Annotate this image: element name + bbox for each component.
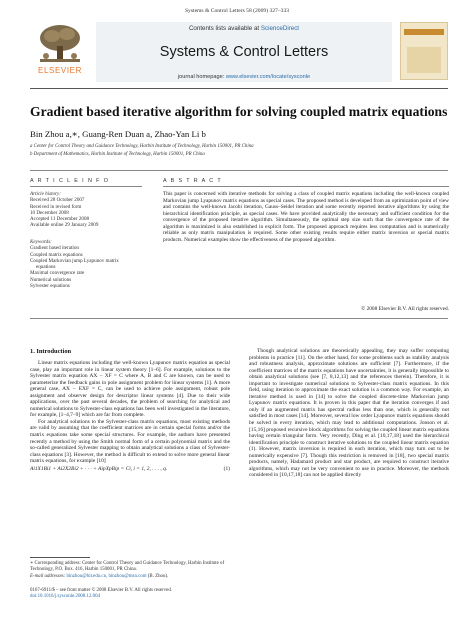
keyword-item: Gradient based iteration [30, 245, 79, 252]
sciencedirect-link[interactable]: ScienceDirect [260, 25, 300, 32]
body-paragraph: Though analytical solutions are theoretically appealing, they may suffer computing problems in practice [11]. On the other hand, for some problems such as stability analysis and robustness analysis, approximate solutions are sufficient [7]. Furthermore, if the coefficient matrices of the matrix equations have uncertainties, it is generally impossible to obtain analytical solutions (see [7, 8,12,13] and the references therein). Therefore, it is important to investigate numerical solutions to Sylvester-class matrix equations. In this field, using iteration to approximate the exact solution is a common way. For example, an iterative method is used in [14] to solve the coupled discrete-time Markovian jump Lyapunov matrix equations. It is proven in this paper that the iteration converges if and only if an augmented matrix has spectral radius less than one, which is generally not satisfied in most cases [14]. Moreover, several low order Lyapunov matrix equations should be solved in every iteration, which may lead to additional computations. Jonson et al. [15,16] proposed recursive block algorithms for solving the coupled linear matrix equations having certain triangular form. Very recently, Ding et al. [10,17,18] used the hierarchical identification principle to construct iterative solutions to the coupled linear matrix equation (1). However, matrix inversion is required in each iteration, which may turn out to be numerically expensive [7]. Though this restriction is removed in [18], two special matrix products, namely, Hadamard product and star product, are required to construct iterative algorithms, which may not be very convenient to use in practice. Moreover, the methods considered in [10,17,18] can not be applied directly [249, 348, 450, 479]
keywords-label: Keywords: [30, 239, 52, 245]
publication-info [30, 588, 230, 600]
abstract-heading: A B S T R A C T [163, 178, 223, 184]
history-item: Available online 29 January 2009 [30, 222, 99, 229]
publisher-logo[interactable] [30, 22, 90, 80]
history-item: Accepted 11 December 2008 [30, 216, 90, 223]
keyword-item: Maximal convergence rate [30, 270, 85, 277]
article-info-heading: A R T I C L E I N F O [30, 178, 110, 184]
elsevier-tree-icon [34, 22, 86, 66]
header-divider [30, 170, 448, 171]
journal-masthead [30, 22, 448, 86]
masthead-banner [96, 22, 392, 82]
cover-band [404, 29, 444, 35]
intro-heading: 1. Introduction [30, 348, 72, 355]
body-paragraph: Linear matrix equations including the well-known Lyapunov matrix equation as special case, play an important role in linear system theory [1–6]. For example, solutions to the Sylvester matrix equation AX − XF = C where A, B and C are known, can be used to parameterize the feedback gains in pole assignment problem for linear systems [1]. A more general case, AX − EXF = C, can be used to achieve pole assignment, robust pole assignment and observer design for descriptor linear systems [4]. Due to their wide applications, over the past several decades, the problem of searching for analytical and numerical solutions to Sylvester-class equations has been well investigated in the literature, for example, [1–4,7–9] which are far from complete. [30, 360, 230, 419]
copyright-notice: © 2008 Elsevier B.V. All rights reserved. [361, 306, 449, 312]
abstract-text: This paper is concerned with iterative methods for solving a class of coupled matrix equations including the well-known coupled Markovian jump Lyapunov matrix equations as special cases. The proposed method is developed from an optimization point of view and contains the well-known Jacobi iteration, Gauss–Seidel iteration and some recently reported iterative algorithms by using the hierarchical identification principle, as special cases. We have provided analytically the necessary and sufficient condition for the convergence of the proposed iterative algorithm. Simultaneously, the optimal step size such that the convergence rate of the algorithm is maximized is also established in explicit form. The proposed approach requires less computation and is numerically reliable as only matrix manipulation is required. Some other existing results require either matrix inversion or special matrix products. Numerical examples show the effectiveness of the proposed algorithm. [163, 191, 449, 243]
publisher-wordmark: ELSEVIER [38, 66, 82, 75]
equation-number: (1) [223, 465, 230, 472]
article-history [30, 191, 142, 229]
history-item: Received 28 October 2007 [30, 197, 85, 204]
contents-prefix: Contents lists available at [188, 25, 261, 32]
history-label: Article history: [30, 191, 61, 197]
body-paragraph: For analytical solutions to the Sylvester-class matrix equations, most existing methods are valid by assuming that the coefficient matrices are in certain special forms and/or the matrix equations take some special structures. For example, the authors have presented recently a method by using the Smith normal form of a certain polynomial matrix and the so-called generalized Sylvester mapping to obtain analytical solutions a class of Sylvester-class equations [3]. However, the method is difficult to extend to solve more general linear matrix equations, for example [10] [30, 418, 230, 465]
email-label: E-mail addresses: [30, 574, 67, 579]
email-links[interactable]: binzhou@hit.edu.cn, binzhou@msn.com [66, 574, 147, 579]
corresponding-author-footnote: ∗ Corresponding address: Center for Control Theory and Guidance Technology, Harbin Institute of Technology, P.O. Box. 416, Harbin 150001, PR China. [30, 561, 225, 573]
affiliation-b: b Department of Mathematics, Harbin Institute of Technology, Harbin 150001, PR China [30, 152, 205, 157]
history-item: 10 December 2008 [30, 209, 69, 216]
journal-citation-line: Systems & Control Letters 58 (2009) 327–333 [184, 8, 290, 14]
keyword-item: equations [36, 264, 56, 271]
keyword-item: Coupled Markovian jump Lyapunov matrix [30, 257, 119, 264]
masthead-divider [30, 88, 448, 89]
equation-body: Ai1X1Bi1 + Ai2X2Bi2 + · · · + AipXpBip = Ci, i = 1, 2, . . . , q. [30, 465, 168, 472]
journal-title: Systems & Control Letters [159, 44, 329, 60]
email-suffix: (B. Zhou). [146, 574, 169, 579]
author-list: Bin Zhou a,∗, Guang-Ren Duan a, Zhao-Yan Li b [30, 129, 206, 139]
doi-link[interactable]: doi:10.1016/j.sysconle.2008.12.004 [30, 594, 100, 600]
email-footnote [30, 574, 230, 580]
contents-availability [96, 22, 392, 32]
homepage-link[interactable]: www.elsevier.com/locate/sysconle [225, 74, 311, 80]
article-info-rule [30, 186, 142, 187]
keyword-item: Numerical solutions [30, 276, 72, 283]
cover-art-block [407, 47, 441, 73]
journal-homepage [96, 74, 392, 80]
keyword-item: Sylvester equations [30, 283, 70, 290]
history-item: Received in revised form [30, 203, 82, 210]
keywords-block [30, 239, 142, 289]
abstract-rule [163, 186, 449, 187]
body-column-right [249, 348, 449, 479]
equation-1 [30, 466, 230, 473]
keyword-item: Coupled matrix equations [30, 251, 83, 258]
affiliation-a: a Center for Control Theory and Guidance Technology, Harbin Institute of Technology, Harbin 150001, PR China [30, 144, 254, 149]
paper-title: Gradient based iterative algorithm for solving coupled matrix equations [30, 104, 448, 119]
issn-line: 0167-6911/$ – see front matter © 2008 Elsevier B.V. All rights reserved. [30, 588, 172, 593]
footnote-divider [30, 557, 90, 558]
abstract-bottom-rule [30, 318, 448, 319]
homepage-prefix: journal homepage: [177, 74, 226, 80]
journal-cover-thumbnail[interactable] [400, 22, 448, 80]
body-column-left [30, 360, 230, 474]
